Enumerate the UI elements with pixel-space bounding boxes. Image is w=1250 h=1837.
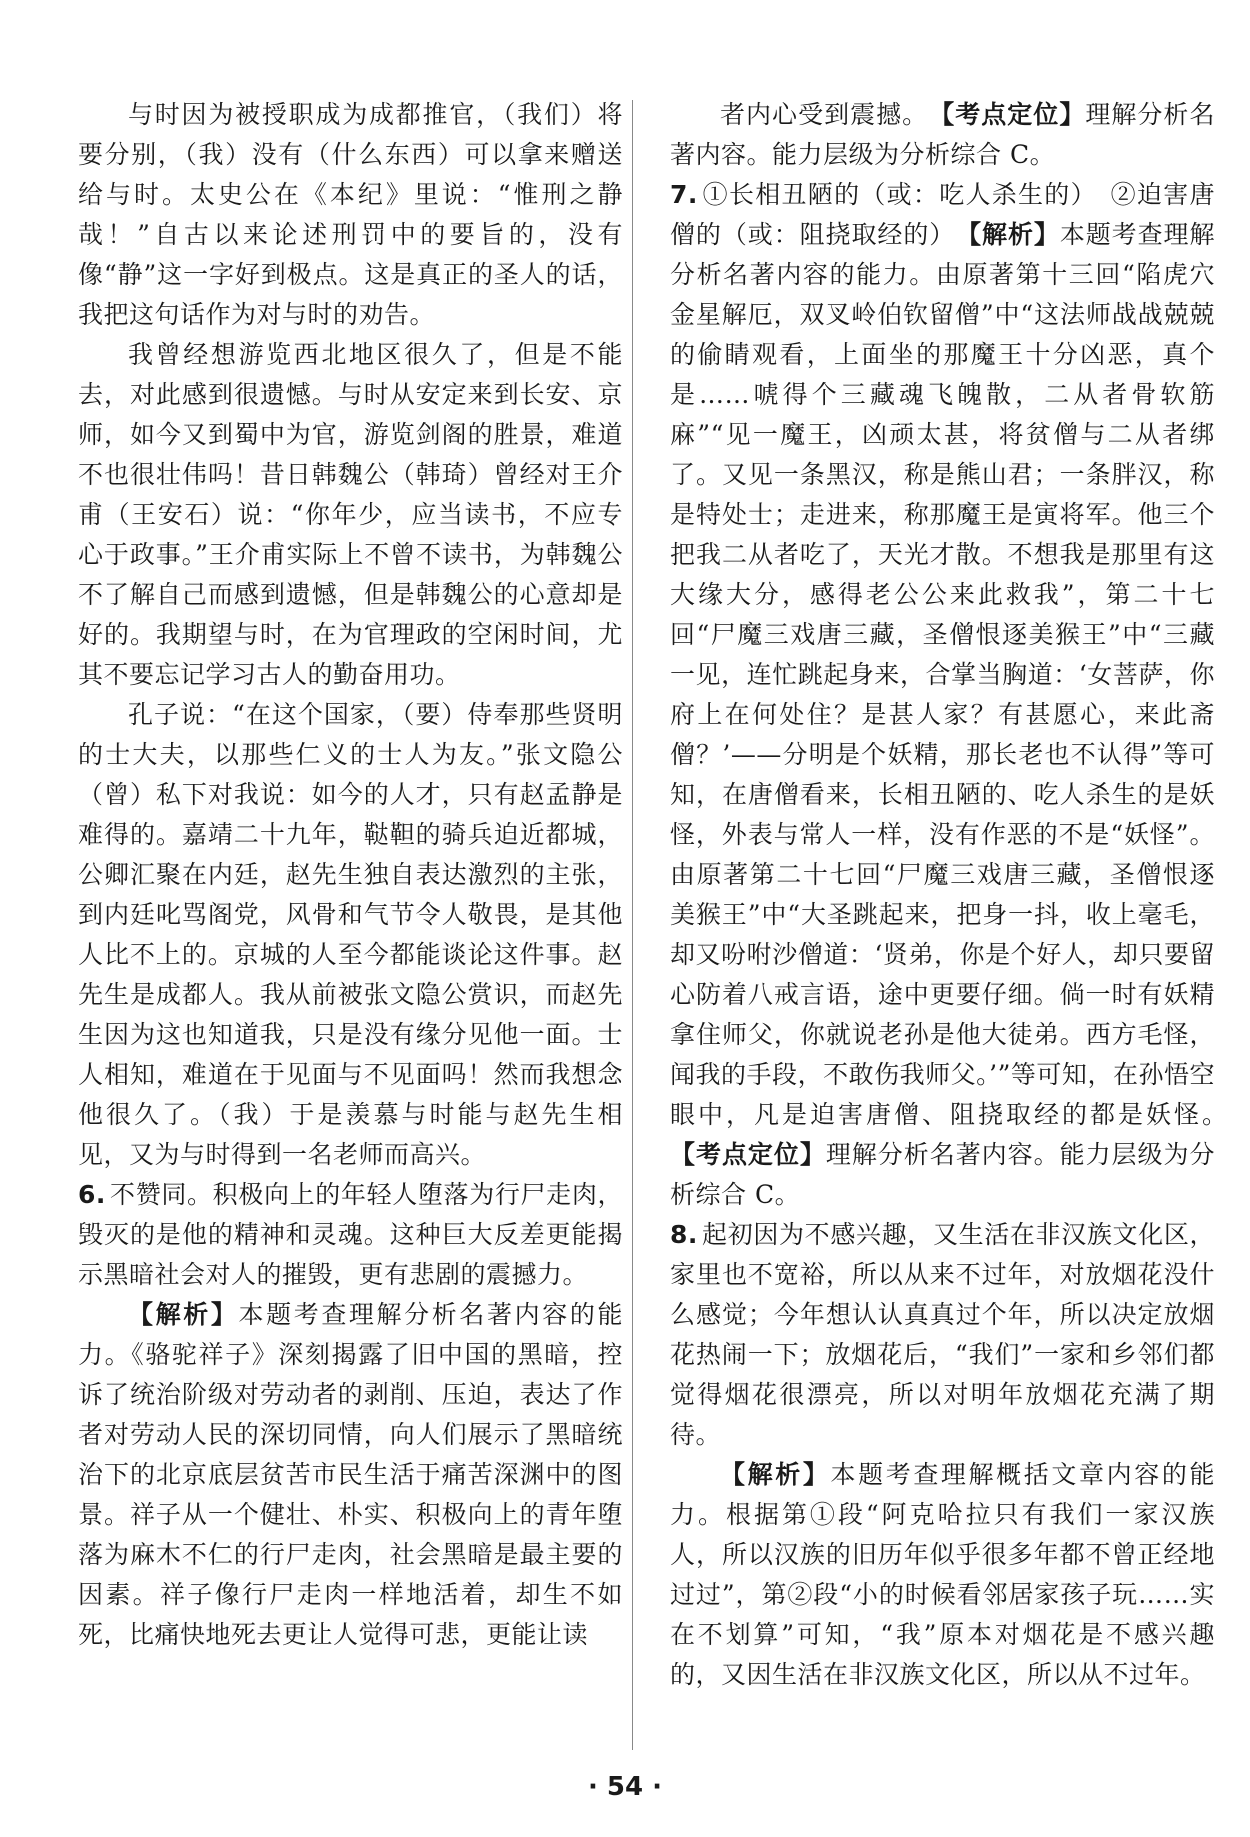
analysis-tag: 【解析】 [968, 220, 1060, 249]
question-8-answer [670, 1215, 1215, 1455]
page-number: · 54 · [587, 1772, 663, 1802]
question-8-number: 8. [670, 1220, 698, 1249]
analysis-tag: 【解析】 [128, 1300, 239, 1329]
exam-point-tag: 【考点定位】 [941, 100, 1086, 129]
question-6-exam-point-text: 理解分析名著内容。能力层级为分析综合 C。 [670, 100, 1215, 169]
question-8-analysis-text: 本题考查理解概括文章内容的能力。根据第①段“阿克哈拉只有我们一家汉族人，所以汉族的旧历年似乎很多年都不曾正经地过过”，第②段“小的时候看邻居家孩子玩……实在不划算”可知，“我”原本对烟花是不感兴趣的，又因生活在非汉族文化区，所以从不过年。 [670, 1460, 1215, 1689]
analysis-tag: 【解析】 [720, 1460, 831, 1489]
question-7-analysis-text: 本题考查理解分析名著内容的能力。由原著第十三回“陷虎穴金星解厄，双叉岭伯钦留僧”中“这法师战战兢兢的偷睛观看，上面坐的那魔王十分凶恶，真个是……唬得个三藏魂飞魄散，二从者骨软筋麻”“见一魔王，凶顽太甚，将贫僧与二从者绑了。又见一条黑汉，称是熊山君；一条胖汉，称是特处士；走进来，称那魔王是寅将军。他三个把我二从者吃了，天光才散。不想我是那里有这大缘大分，感得老公公来此救我”，第二十七回“尸魔三戏唐三藏，圣僧恨逐美猴王”中“三藏一见，连忙跳起身来，合掌当胸道：‘女菩萨，你府上在何处住？是甚人家？有甚愿心，来此斋僧？’——分明是个妖精，那长老也不认得”等可知，在唐僧看来，长相丑陋的、吃人杀生的是妖怪，外表与常人一样，没有作恶的不是“妖怪”。由原著第二十七回“尸魔三戏唐三藏，圣僧恨逐美猴王”中“大圣跳起来，把身一抖，收上毫毛，却又吩咐沙僧道：‘贤弟，你是个好人，却只要留心防着八戒言语，途中更要仔细。倘一时有妖精拿住师父，你就说老孙是他大徒弟。西方毛怪，闻我的手段，不敢伤我师父。’”等可知，在孙悟空眼中，凡是迫害唐僧、阻挠取经的都是妖怪。 [670, 220, 1215, 1129]
question-6-analysis [78, 1295, 623, 1655]
question-6-continued-text: 者内心受到震撼。 [720, 100, 916, 129]
question-8-analysis [670, 1455, 1215, 1695]
question-6-answer-text: 不赞同。积极向上的年轻人堕落为行尸走肉，毁灭的是他的精神和灵魂。这种巨大反差更能揭示黑暗社会对人的摧毁，更有悲剧的震撼力。 [78, 1180, 623, 1289]
translation-paragraph-2: 我曾经想游览西北地区很久了，但是不能去，对此感到很遗憾。与时从安定来到长安、京师，如今又到蜀中为官，游览剑阁的胜景，难道不也很壮伟吗！昔日韩魏公（韩琦）曾经对王介甫（王安石）说：“你年少，应当读书，不应专心于政事。”王介甫实际上不曾不读书，为韩魏公不了解自己而感到遗憾，但是韩魏公的心意却是好的。我期望与时，在为官理政的空闲时间，尤其不要忘记学习古人的勤奋用功。 [78, 340, 623, 689]
question-7-answer [670, 175, 1215, 1215]
question-7-answer-text: ①长相丑陋的（或：吃人杀生的） ②迫害唐僧的（或：阻挠取经的） [670, 180, 1215, 249]
question-8-answer-text: 起初因为不感兴趣，又生活在非汉族文化区，家里也不宽裕，所以从来不过年，对放烟花没什么感觉；今年想认认真真过个年，所以决定放烟花热闹一下；放烟花后，“我们”一家和乡邻们都觉得烟花很漂亮，所以对明年放烟花充满了期待。 [670, 1220, 1215, 1449]
question-7-exam-point-text: 理解分析名著内容。能力层级为分析综合 C。 [670, 1140, 1215, 1209]
right-column [670, 95, 1215, 1695]
question-6-analysis-continued [670, 95, 1215, 175]
left-column [78, 95, 623, 1655]
exam-point-tag: 【考点定位】 [670, 1140, 826, 1169]
question-6-answer [78, 1175, 623, 1295]
question-6-number: 6. [78, 1180, 106, 1209]
column-divider [632, 100, 633, 1750]
translation-paragraph-1: 与时因为被授职成为成都推官，（我们）将要分别，（我）没有（什么东西）可以拿来赠送给与时。太史公在《本纪》里说：“惟刑之静哉！”自古以来论述刑罚中的要旨的，没有像“静”这一字好到极点。这是真正的圣人的话，我把这句话作为对与时的劝告。 [78, 100, 623, 329]
translation-paragraph-3: 孔子说：“在这个国家，（要）侍奉那些贤明的士大夫，以那些仁义的士人为友。”张文隐公（曾）私下对我说：如今的人才，只有赵孟静是难得的。嘉靖二十九年，鞑靼的骑兵迫近都城，公卿汇聚在内廷，赵先生独自表达激烈的主张，到内廷叱骂阁党，风骨和气节令人敬畏，是其他人比不上的。京城的人至今都能谈论这件事。赵先生是成都人。我从前被张文隐公赏识，而赵先生因为这也知道我，只是没有缘分见他一面。士人相知，难道在于见面与不见面吗！然而我想念他很久了。（我）于是羡慕与时能与赵先生相见，又为与时得到一名老师而高兴。 [78, 700, 623, 1169]
question-7-number: 7. [670, 180, 698, 209]
question-6-analysis-text: 本题考查理解分析名著内容的能力。《骆驼祥子》深刻揭露了旧中国的黑暗，控诉了统治阶级对劳动者的剥削、压迫，表达了作者对劳动人民的深切同情，向人们展示了黑暗统治下的北京底层贫苦市民生活于痛苦深渊中的图景。祥子从一个健壮、朴实、积极向上的青年堕落为麻木不仁的行尸走肉，社会黑暗是最主要的因素。祥子像行尸走肉一样地活着，却生不如死，比痛快地死去更让人觉得可悲，更能让读 [78, 1300, 623, 1649]
